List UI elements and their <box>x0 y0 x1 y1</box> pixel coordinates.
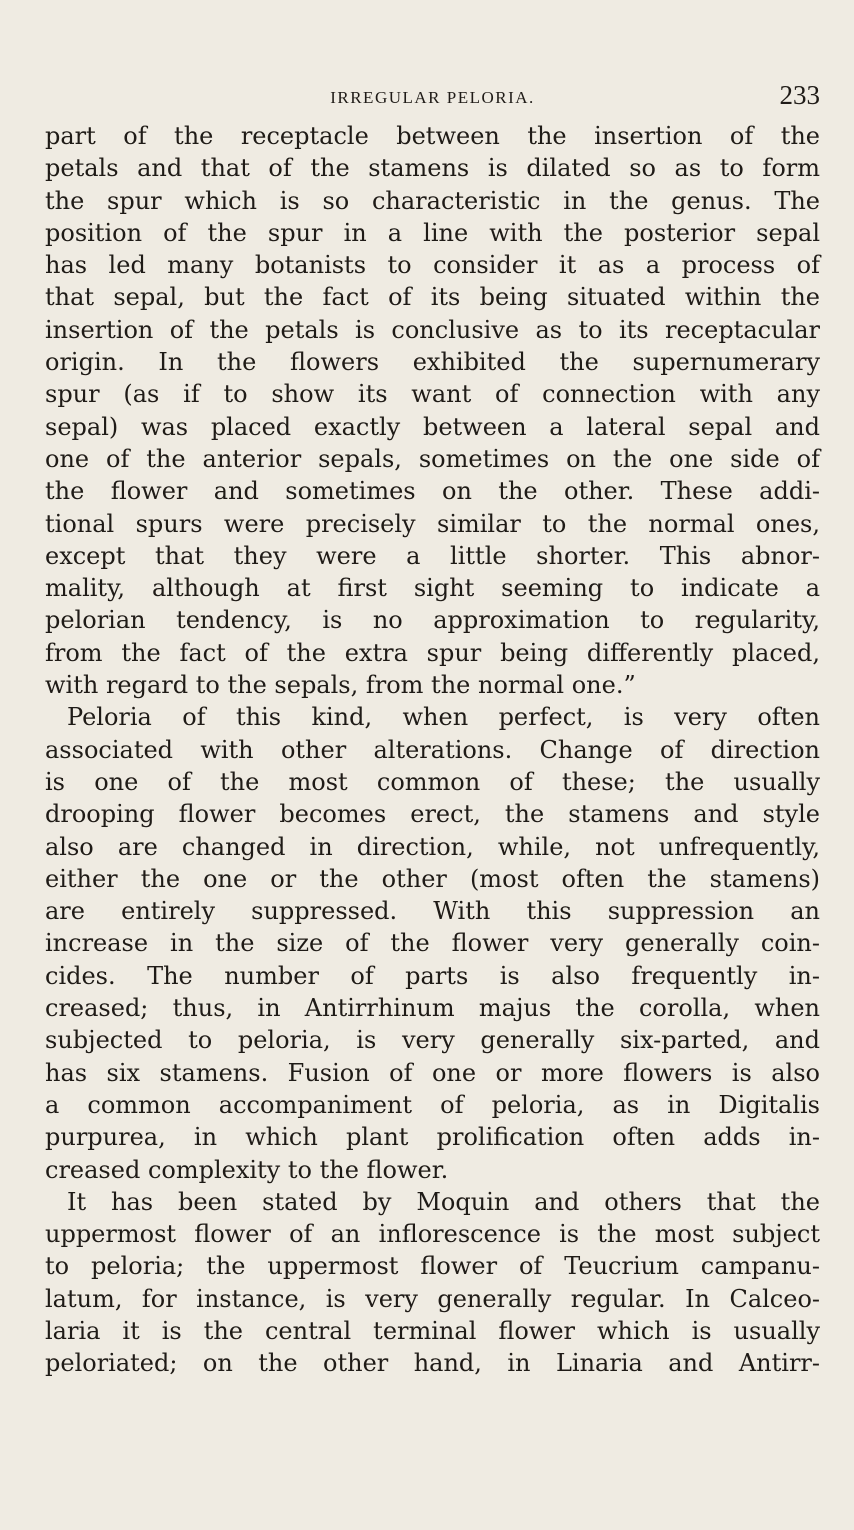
page-number: 233 <box>779 80 820 110</box>
paragraph-end-line: with regard to the sepals, from the normal one.” <box>45 671 636 700</box>
text-line: purpurea, in which plant prolification often adds in- <box>45 1123 820 1152</box>
text-line: sepal) was placed exactly between a lateral sepal and <box>45 412 820 441</box>
text-line: has six stamens. Fusion of one or more flowers is also <box>45 1058 820 1087</box>
text-line: either the one or the other (most often the stamens) <box>45 864 820 893</box>
text-line: position of the spur in a line with the posterior sepal <box>45 218 820 247</box>
text-line: insertion of the petals is conclusive as to its receptacular <box>45 315 820 344</box>
text-line: part of the receptacle between the insertion of the <box>45 122 820 150</box>
text-line: is one of the most common of these; the usually <box>45 767 820 796</box>
text-line: except that they were a little shorter. This abnor- <box>45 541 820 570</box>
text-line: origin. In the flowers exhibited the supernumerary <box>45 348 820 377</box>
running-title: IRREGULAR PELORIA. <box>330 88 535 107</box>
running-head <box>45 78 820 118</box>
text-line: pelorian tendency, is no approximation to regularity, <box>45 606 820 635</box>
paragraph-start-line: Peloria of this kind, when perfect, is very often <box>67 703 820 732</box>
text-line: spur (as if to show its want of connection with any <box>45 380 820 409</box>
text-line: increase in the size of the flower very generally coin- <box>45 929 820 958</box>
text-line: that sepal, but the fact of its being situated within the <box>45 283 820 312</box>
text-line: petals and that of the stamens is dilated so as to form <box>45 154 820 183</box>
text-line: cides. The number of parts is also frequently in- <box>45 961 820 990</box>
text-line: to peloria; the uppermost flower of Teucrium campanu- <box>45 1252 820 1281</box>
text-line: a common accompaniment of peloria, as in Digitalis <box>45 1090 820 1119</box>
paragraph-end-line: creased complexity to the flower. <box>45 1155 449 1184</box>
text-line: latum, for instance, is very generally regular. In Calceo- <box>45 1284 820 1313</box>
text-line: also are changed in direction, while, not unfrequently, <box>45 832 820 861</box>
text-line: are entirely suppressed. With this suppression an <box>45 897 820 926</box>
text-line: the flower and sometimes on the other. These addi- <box>45 477 820 506</box>
text-line: peloriated; on the other hand, in Linaria and Antirr- <box>45 1349 820 1378</box>
text-line: one of the anterior sepals, sometimes on the one side of <box>45 444 820 473</box>
text-line: associated with other alterations. Change of direction <box>45 735 820 764</box>
text-line: has led many botanists to consider it as a process of <box>45 251 820 280</box>
text-line: creased; thus, in Antirrhinum majus the corolla, when <box>45 994 820 1023</box>
text-line: uppermost flower of an inflorescence is the most subject <box>45 1220 820 1249</box>
text-line: from the fact of the extra spur being differently placed, <box>45 638 820 667</box>
text-line: drooping flower becomes erect, the stamens and style <box>45 800 820 829</box>
text-line: mality, although at first sight seeming to indicate a <box>45 574 820 603</box>
body-text <box>45 120 820 1380</box>
text-line: laria it is the central terminal flower which is usually <box>45 1316 820 1345</box>
text-line: the spur which is so characteristic in the genus. The <box>45 186 820 215</box>
paragraph-start-line: It has been stated by Moquin and others that the <box>67 1187 820 1216</box>
text-line: tional spurs were precisely similar to the normal ones, <box>45 509 820 538</box>
text-line: subjected to peloria, is very generally six-parted, and <box>45 1026 820 1055</box>
